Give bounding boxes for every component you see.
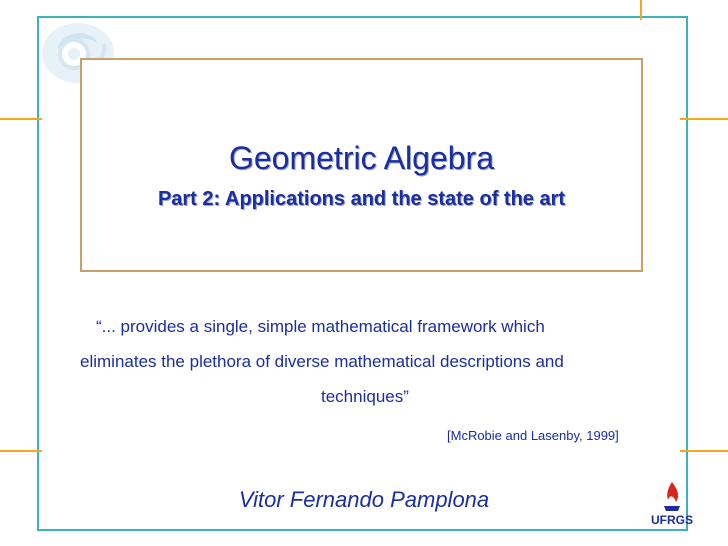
- author-name: Vitor Fernando Pamplona: [238, 487, 490, 512]
- accent-line-left-bottom: [0, 450, 42, 452]
- accent-line-vertical: [640, 0, 642, 20]
- ufrgs-logo-text: UFRGS: [651, 513, 693, 527]
- ufrgs-logo: [650, 480, 694, 530]
- accent-line-left-top: [0, 118, 42, 120]
- slide-title: Geometric Algebra: [228, 140, 494, 176]
- quote-line-2: eliminates the plethora of diverse mathematical descriptions and: [80, 352, 564, 371]
- quote-citation: [McRobie and Lasenby, 1999]: [447, 428, 619, 443]
- quote-line-3: techniques”: [321, 387, 409, 406]
- title-box: [80, 58, 643, 272]
- slide-subtitle: Part 2: Applications and the state of the art: [157, 188, 566, 210]
- accent-line-right-bottom: [680, 450, 728, 452]
- accent-line-right-top: [680, 118, 728, 120]
- flame-icon: [650, 480, 694, 514]
- quote-line-1: “... provides a single, simple mathematical framework which: [96, 317, 545, 336]
